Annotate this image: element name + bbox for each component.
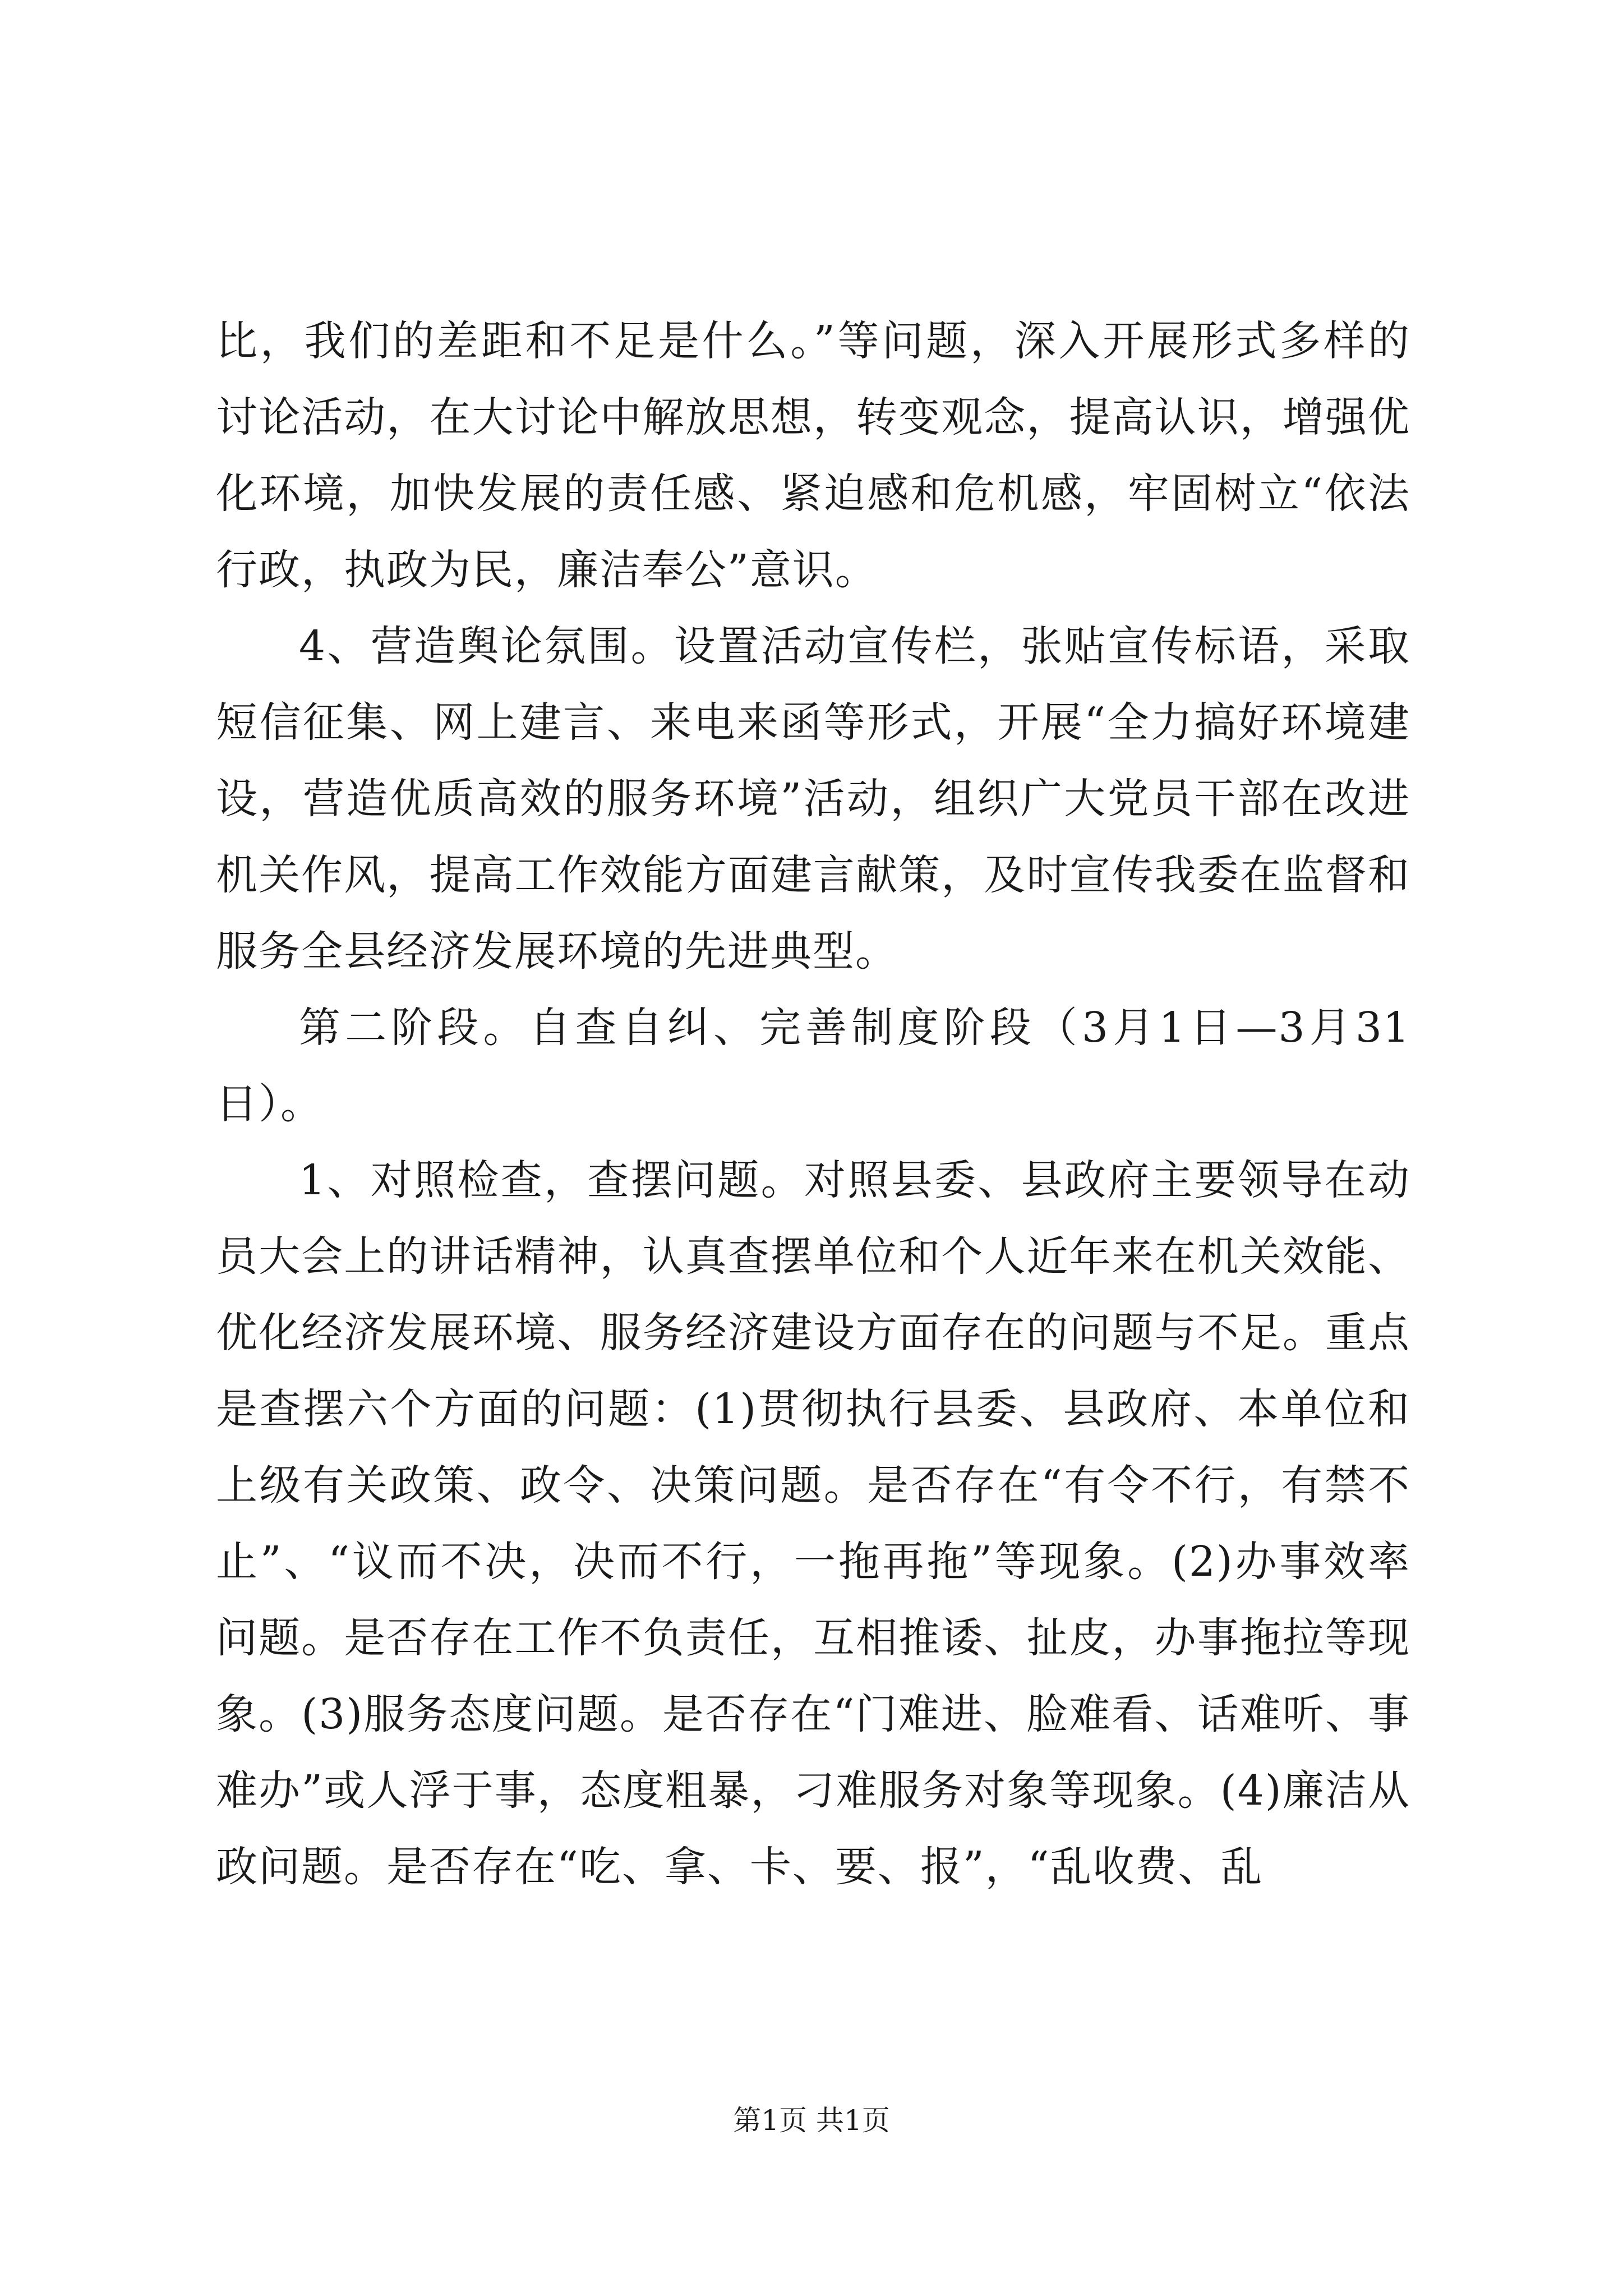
paragraph-stage-two-heading: 第二阶段。自查自纠、完善制度阶段（3月1日—3月31日）。 [216, 1004, 1410, 1128]
page-footer: 第1页 共1页 [733, 2104, 890, 2137]
paragraph-continuation: 比，我们的差距和不足是什么。”等问题，深入开展形式多样的讨论活动，在大讨论中解放思想，转变观念，提高认识，增强优化环境，加快发展的责任感、紧迫感和危机感，牢固树立“依法行政，执政为民，廉洁奉公”意识。 [216, 317, 1410, 594]
paragraph-public-opinion: 4、营造舆论氛围。设置活动宣传栏，张贴宣传标语，采取短信征集、网上建言、来电来函等形式，开展“全力搞好环境建设，营造优质高效的服务环境”活动，组织广大党员干部在改进机关作风，提高工作效能方面建言献策，及时宣传我委在监督和服务全县经济发展环境的先进典型。 [216, 622, 1410, 976]
paragraph-self-check: 1、对照检查，查摆问题。对照县委、县政府主要领导在动员大会上的讲话精神，认真查摆单位和个人近年来在机关效能、优化经济发展环境、服务经济建设方面存在的问题与不足。重点是查摆六个方面的问题：(1)贯彻执行县委、县政府、本单位和上级有关政策、政令、决策问题。是否存在“有令不行，有禁不止”、“议而不决，决而不行，一拖再拖”等现象。(2)办事效率问题。是否存在工作不负责任，互相推诿、扯皮，办事拖拉等现象。(3)服务态度问题。是否存在“门难进、脸难看、话难听、事难办”或人浮于事，态度粗暴，刁难服务对象等现象。(4)廉洁从政问题。是否存在“吃、拿、卡、要、报”，“乱收费、乱 [216, 1156, 1410, 1891]
document-body [216, 303, 1410, 1905]
